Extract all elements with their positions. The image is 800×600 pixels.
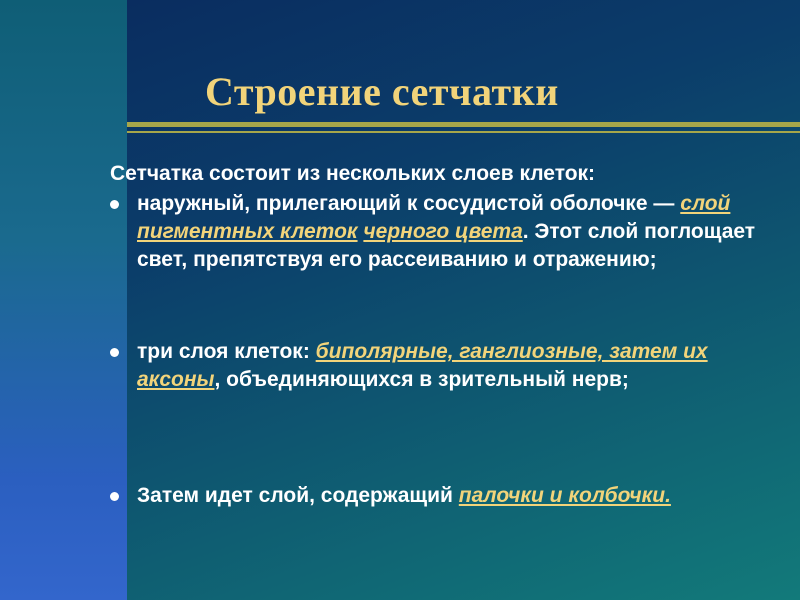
highlight-pigment-cells: слой пигментных клеток — [137, 192, 731, 243]
bullet-text-part: наружный, прилегающий к сосудистой оболочке — — [137, 192, 681, 215]
bullet-text-part: , объединяющихся в зрительный нерв; — [214, 368, 629, 391]
bullet-text — [137, 190, 760, 274]
left-accent-band — [0, 0, 127, 600]
bullet-item-outer-layer — [110, 190, 760, 274]
highlight-black-color: черного цвета — [363, 220, 523, 243]
title-divider-thick — [127, 122, 800, 127]
bullet-text — [137, 482, 760, 510]
intro-text: Сетчатка состоит из нескольких слоев клеток: — [110, 162, 596, 185]
slide-title: Строение сетчатки — [205, 69, 559, 114]
bullet-text-part: Затем идет слой, содержащий — [137, 484, 459, 507]
highlight-rods-cones: палочки и колбочки. — [458, 484, 671, 507]
bullet-text-part: . Этот слой поглощает свет, препятствуя его рассеиванию и отражению; — [137, 220, 756, 271]
bullet-item-rods-cones — [110, 482, 760, 510]
bullet-text-part: три слоя клеток: — [137, 340, 316, 363]
highlight-bipolar-ganglion: биполярные, ганглиозные, затем их аксоны — [137, 340, 708, 391]
title-divider-thin — [127, 131, 800, 133]
bullet-text — [137, 338, 760, 394]
bullet-item-three-layers — [110, 338, 760, 394]
bullet-dot-icon — [110, 348, 119, 357]
bullet-dot-icon — [110, 492, 119, 501]
bullet-dot-icon — [110, 200, 119, 209]
